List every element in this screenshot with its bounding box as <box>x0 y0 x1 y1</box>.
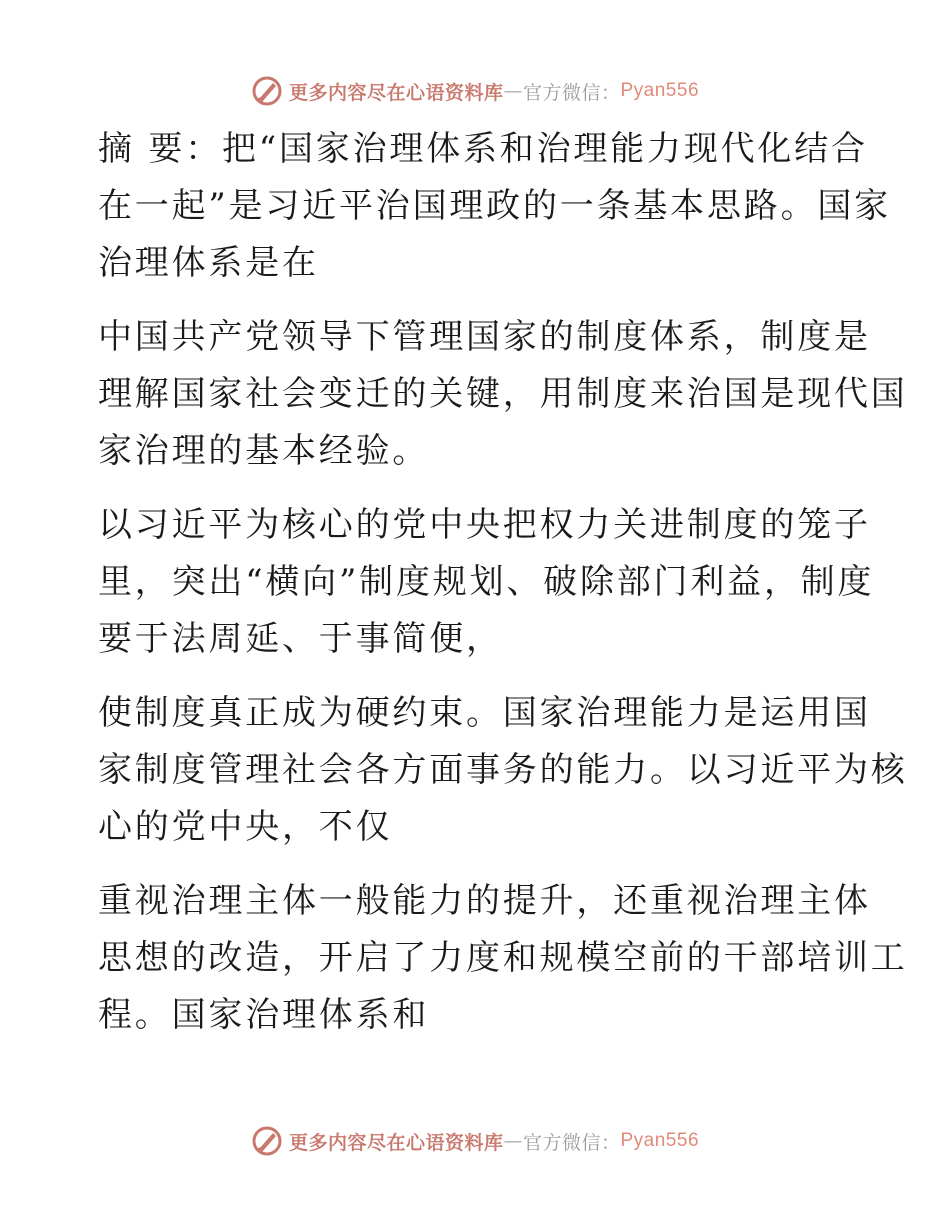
text-line: 理解国家社会变迁的关键，用制度来治国是现代国 <box>98 374 908 414</box>
banner-separator: — <box>503 1130 523 1152</box>
paragraph <box>98 685 908 856</box>
quill-pen-circle-icon <box>251 75 283 107</box>
text-line: 家制度管理社会各方面事务的能力。以习近平为核 <box>98 750 908 790</box>
text-line: 程。国家治理体系和 <box>98 995 430 1035</box>
banner-wechat-handle: Pyan556 <box>620 1130 700 1151</box>
text-line: 摘 要：把“国家治理体系和治理能力现代化结合 <box>98 129 868 169</box>
header-banner <box>0 71 950 111</box>
text-line: 治理体系是在 <box>98 243 319 283</box>
text-line: 中国共产党领导下管理国家的制度体系，制度是 <box>98 317 871 357</box>
paragraph <box>98 309 908 480</box>
text-line: 家治理的基本经验。 <box>98 431 430 471</box>
text-line: 以习近平为核心的党中央把权力关进制度的笼子 <box>98 505 871 545</box>
banner-official-label: 官方微信： <box>522 1131 621 1154</box>
text-line: 重视治理主体一般能力的提升，还重视治理主体 <box>98 881 871 921</box>
document-body <box>98 121 908 1061</box>
text-line: 思想的改造，开启了力度和规模空前的干部培训工 <box>98 938 908 978</box>
paragraph <box>98 873 908 1044</box>
banner-wechat-handle: Pyan556 <box>620 80 700 101</box>
banner-official-label: 官方微信： <box>522 81 621 104</box>
banner-separator: — <box>503 80 523 102</box>
text-line: 在一起”是习近平治国理政的一条基本思路。国家 <box>98 186 891 226</box>
paragraph <box>98 497 875 668</box>
banner-brand: 更多内容尽在心语资料库 <box>288 1131 504 1154</box>
quill-pen-circle-icon <box>251 1125 283 1157</box>
footer-banner <box>0 1121 950 1161</box>
banner-brand: 更多内容尽在心语资料库 <box>288 81 504 104</box>
paragraph <box>98 121 891 292</box>
text-line: 心的党中央，不仅 <box>98 807 393 847</box>
text-line: 要于法周延、于事简便， <box>98 619 503 659</box>
text-line: 使制度真正成为硬约束。国家治理能力是运用国 <box>98 693 871 733</box>
text-line: 里，突出“横向”制度规划、破除部门利益，制度 <box>98 562 875 602</box>
